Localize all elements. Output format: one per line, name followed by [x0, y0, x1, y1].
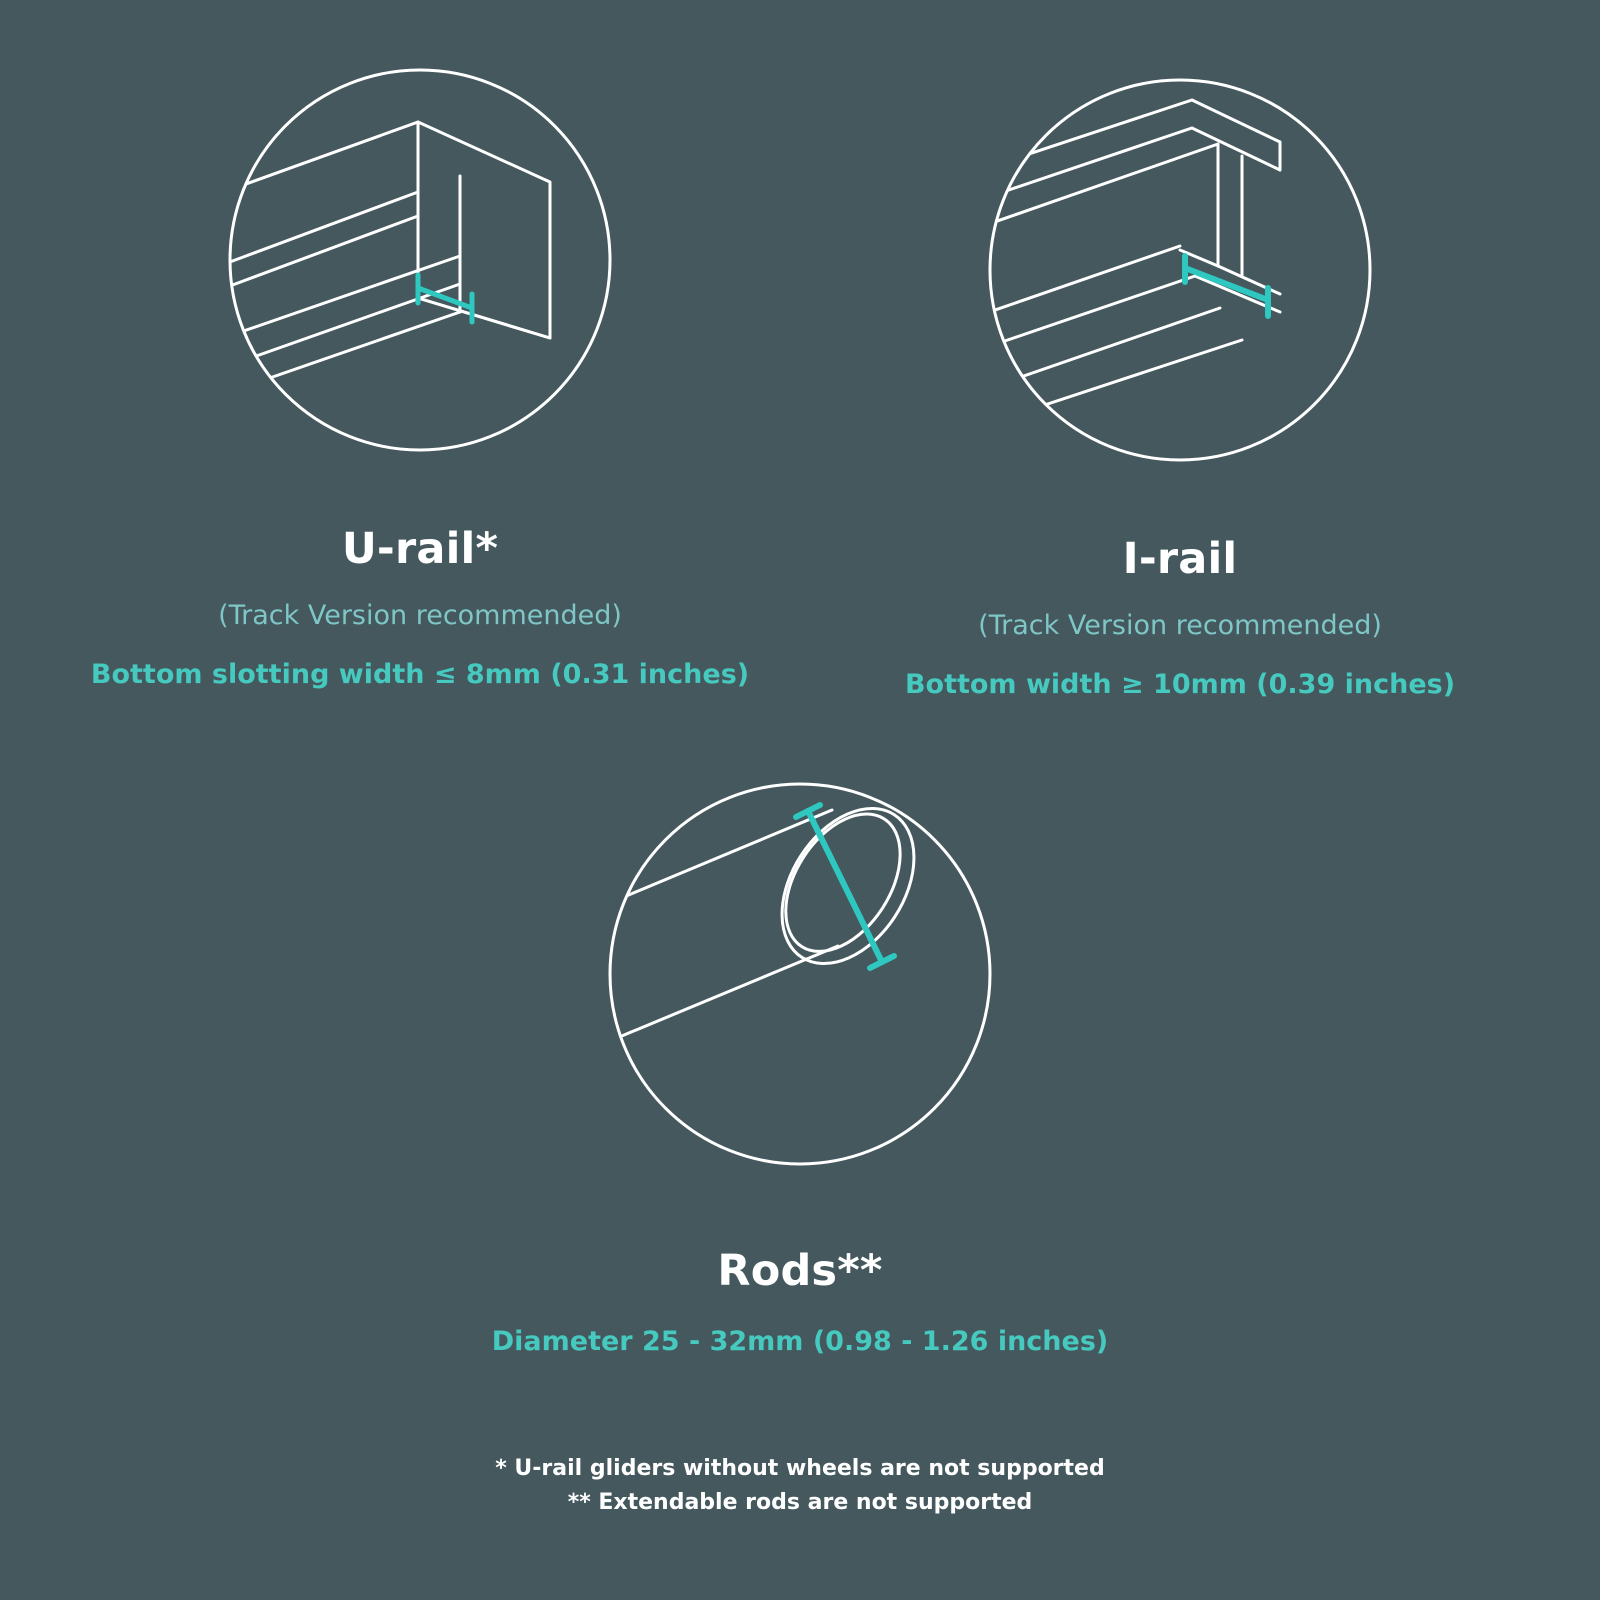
rods-row: [0, 774, 1600, 1357]
card-subtitle: (Track Version recommended): [218, 600, 622, 631]
rod-illustration: [600, 774, 1000, 1174]
card-spec: Bottom slotting width ≤ 8mm (0.31 inches): [90, 659, 750, 690]
card-title: U-rail*: [341, 524, 499, 574]
footnote-1: * U-rail gliders without wheels are not supported: [495, 1456, 1105, 1481]
card-subtitle: (Track Version recommended): [978, 610, 1382, 641]
card-spec: Diameter 25 - 32mm (0.98 - 1.26 inches): [491, 1326, 1109, 1357]
card-u-rail: [40, 60, 800, 690]
card-title: Rods**: [717, 1246, 883, 1296]
footnotes: [0, 1453, 1600, 1519]
i-rail-illustration: [980, 70, 1380, 470]
card-i-rail: [800, 60, 1560, 700]
footnote-2: ** Extendable rods are not supported: [567, 1489, 1033, 1515]
card-spec: Bottom width ≥ 10mm (0.39 inches): [904, 669, 1456, 700]
card-rods: [420, 774, 1180, 1357]
rail-types-row: [0, 0, 1600, 700]
dimension-marker: [418, 275, 472, 322]
card-title: I-rail: [1122, 534, 1238, 584]
u-rail-illustration: [220, 60, 620, 460]
